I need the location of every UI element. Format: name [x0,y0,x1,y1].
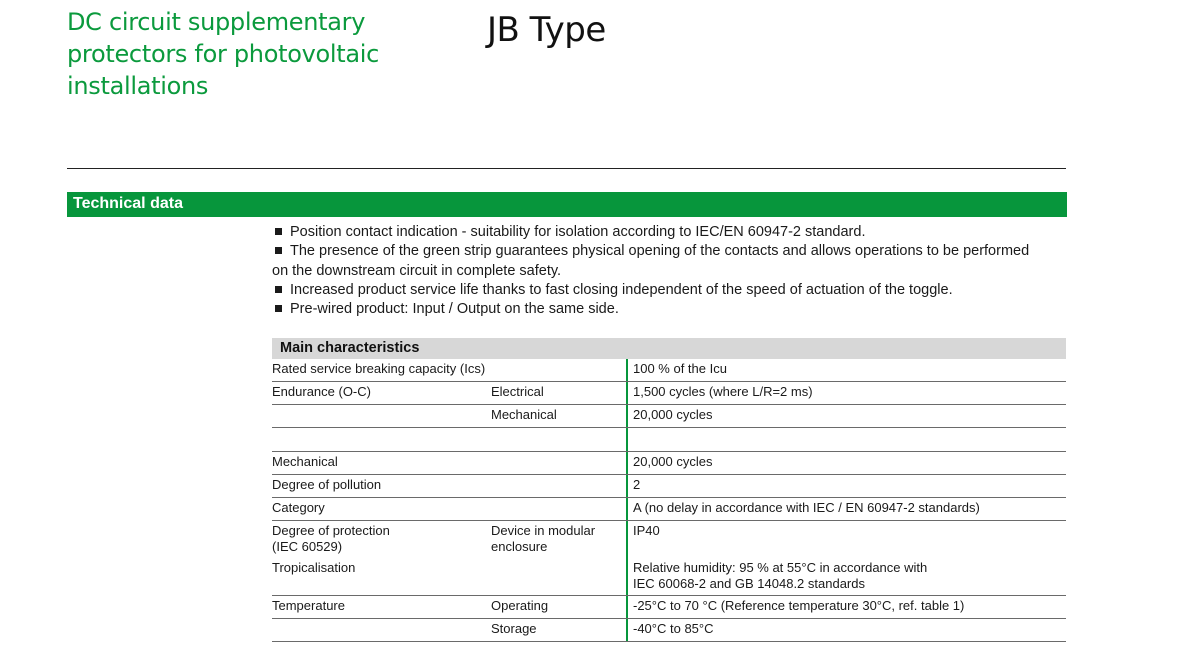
table-row [272,405,1066,428]
section-title: Technical data [73,195,183,212]
row-label: Category [272,500,325,515]
row-sublabel: Device in modular enclosure [491,523,596,554]
bullet-item [272,242,1032,281]
row-value: 20,000 cycles [633,454,713,469]
square-bullet-icon [275,247,282,254]
row-sublabel: Storage [491,621,537,636]
bullet-item [272,281,1032,300]
bullet-item [272,223,1032,242]
table-row [272,558,1066,596]
bullet-text: Position contact indication - suitability for isolation according to IEC/EN 60947-2 standard. [290,224,866,240]
table-row [272,475,1066,498]
row-label: Mechanical [272,454,338,469]
bullet-text: Increased product service life thanks to fast closing independent of the speed of actuation of the toggle. [290,281,953,298]
row-value: -40°C to 85°C [633,621,714,636]
row-value: 1,500 cycles (where L/R=2 ms) [633,384,813,399]
document-title [67,6,427,102]
row-value: A (no delay in accordance with IEC / EN 60947-2 standards) [633,500,980,515]
row-sublabel: Electrical [491,384,544,399]
table-row [272,452,1066,475]
square-bullet-icon [275,228,282,235]
table-title: Main characteristics [280,340,420,356]
row-sublabel: Mechanical [491,407,557,422]
feature-bullet-list [272,223,1032,319]
title-line-2: protectors for photovoltaic [67,40,380,68]
row-sublabel: Operating [491,598,549,613]
bullet-item [272,300,1032,319]
row-label: Degree of pollution [272,477,382,492]
row-value: -25°C to 70 °C (Reference temperature 30°C, ref. table 1) [633,598,965,613]
table-header-bar [272,338,1066,359]
table-row [272,359,1066,382]
row-label: Endurance (O-C) [272,384,371,399]
row-label: Degree of protection (IEC 60529) [272,523,390,554]
row-label: Tropicalisation [272,560,356,575]
characteristics-table [272,359,1066,642]
square-bullet-icon [275,286,282,293]
square-bullet-icon [275,305,282,312]
table-row [272,428,1066,452]
table-row [272,382,1066,405]
bullet-text: The presence of the green strip guarantees physical opening of the contacts and allows operations to be performed on the downstream circuit in complete safety. [272,243,1030,279]
row-value: 20,000 cycles [633,407,713,422]
row-value: 100 % of the Icu [633,361,727,376]
row-value: IP40 [633,523,660,538]
table-row [272,521,1066,558]
row-value: Relative humidity: 95 % at 55°C in accordance with IEC 60068-2 and GB 14048.2 standards [633,560,928,591]
row-label: Rated service breaking capacity (Ics) [272,361,486,376]
bullet-text: Pre-wired product: Input / Output on the same side. [290,301,619,318]
product-type-title: JB Type [487,10,606,50]
table-row [272,619,1066,642]
table-row [272,498,1066,521]
table-row [272,596,1066,619]
section-header-bar [67,192,1067,217]
title-line-1: DC circuit supplementary [67,8,366,36]
row-label: Temperature [272,598,345,613]
row-value: 2 [633,477,641,492]
header-divider [67,168,1066,169]
title-line-3: installations [67,72,209,100]
